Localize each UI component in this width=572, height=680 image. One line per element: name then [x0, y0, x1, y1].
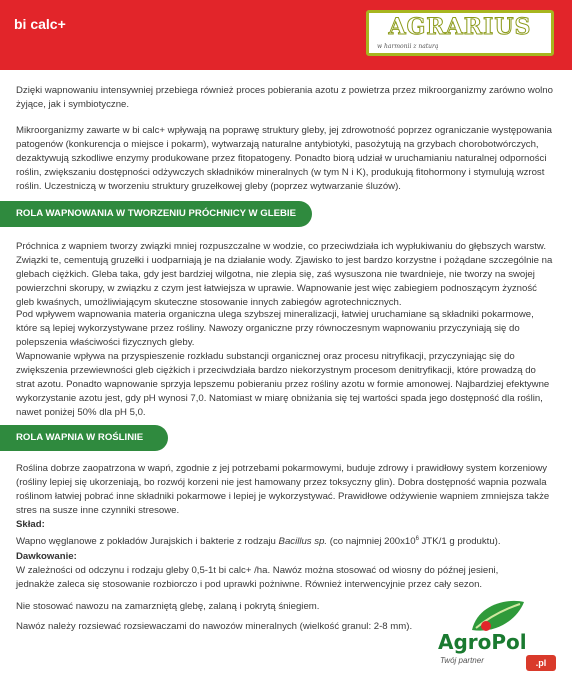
note-frozen-soil: Nie stosować nawozu na zamarzniętą glebę, zalaną i pokrytą śniegiem. — [16, 601, 320, 612]
composition-part: (co najmniej 200x10 — [327, 536, 416, 548]
intro-paragraph-2: Mikroorganizmy zawarte w bi calc+ wpływają na poprawę struktury gleby, jej zdrowotność poprzez ograniczanie występowania patogenów (konkurencja o miejsce i pokarm), wytwarzają naturalne antybiotyki, pasożytują na grzybach chorobotwórczych, dezaktywują szkodliwe enzymy produkowane przez fitopatogeny. Ponadto biorą udział w uruchamianiu naturalnej odporności roślin, zwiększaniu dostępności odżywczych składników mineralnych (w tym N i K), produkują fitohormony i stymulują wzrost roślin. Uczestniczą w tworzeniu struktury gruzełkowej gleby (poprzez wytwarzanie śluzów). — [16, 125, 552, 192]
dosage-title: Dawkowanie: — [16, 551, 77, 562]
humus-paragraph-3: Wapnowanie wpływa na przyspieszenie rozkładu substancji organicznej oraz procesu nitryfikacji, przyczyniając się do zwiększenia przewiewności gleb ciężkich i przeciwdziała bardzo niekorzystnym procesom denitryfikacji, które prowadzą do strat azotu. Ponadto wapnowanie sprzyja lepszemu pobieraniu przez rośliny azotu w formie amonowej. Najbardziej efektywne wykorzystanie azotu jest, gdy pH wynosi 7,0. Natomiast w miarę obniżania się tej wartości spada jego dostępność dla roślin, nawet poniżej 50% dla pH 5,0. — [16, 351, 550, 418]
header-bar — [0, 0, 572, 70]
composition-label — [16, 518, 556, 532]
intro-paragraph-1: Dzięki wapnowaniu intensywniej przebiega również proces pobierania azotu z powietrza przez mikroorganizmy zarówno wolno żyjące, jak i symbiotyczne. — [16, 85, 553, 110]
composition-part: JTK/1 g produktu). — [418, 536, 501, 548]
note-spreader: Nawóz należy rozsiewać rozsiewaczami do nawozów mineralnych (wielkość granul: 2-8 mm). — [16, 621, 413, 632]
calcium-paragraph: Roślina dobrze zaopatrzona w wapń, zgodnie z jej potrzebami pokarmowymi, buduje zdrowy i prawidłowy system korzeniowy (rośliny lepiej się ukorzeniają, bo rozwój korzeni nie jest hamowany przez toksyczny glin). Dobra dostępność wapnia pozwala roślinom łatwiej pobrać inne składniki pokarmowe i lepiej je wykorzystywać. Prawidłowe odżywienie wapniem zmniejsza także stres na susze inne czynniki stresowe. — [16, 463, 550, 516]
dosage-label — [16, 550, 556, 564]
dosage-text: W zależności od odczynu i rodzaju gleby 0,5-1t bi calc+ /ha. Nawóz można stosować od wiosny do późnej jesieni, jednakże zaleca się stosowanie rozbiorczo i pod uprawki pożniwne. Również interwencyjnie przez cały sezon. — [16, 565, 499, 590]
composition-exponent: 6 — [415, 536, 419, 542]
composition-part: Wapno węglanowe z pokładów Jurajskich i bakterie z rodzaju — [16, 536, 279, 548]
humus-paragraph-1: Próchnica z wapniem tworzy związki mniej rozpuszczalne w wodzie, co przeciwdziała ich wypłukiwaniu do głębszych warstw. Związki te, cementują gruzełki i uodparniają je na działanie wody. Zjawisko to jest bardzo korzystne i pożądane szczególnie na glebach ciężkich. Gleba taka, gdy jest bardziej wilgotna, nie zlepia się, zaś wysuszona nie twardnieje, nie tworzy na swojej powierzchni skorupy, w związku z czym jest łatwiejsza w uprawie. Wapnowanie jest więc zabiegiem podnoszącym żyzność gleb kwaśnych, umożliwiającym skuteczne stosowanie innych zabiegów agrotechnicznych. — [16, 241, 553, 308]
agropol-brand: AgroPol — [438, 630, 527, 654]
humus-paragraph-2: Pod wpływem wapnowania materia organiczna ulega szybszej mineralizacji, łatwiej uruchamiane są składniki pokarmowe, które są lepiej wykorzystywane przez rośliny. Nawozy organiczne przy równoczesnym wapnowaniu przyczyniają się do polepszenia właściwości fizycznych gleby. — [16, 309, 534, 348]
brand-name: AGRARIUS — [388, 14, 532, 40]
product-title: bi calc+ — [14, 16, 66, 32]
composition-text — [16, 532, 556, 549]
agrarius-logo — [366, 10, 554, 56]
leaf-icon — [468, 598, 528, 634]
composition-genus: Bacillus sp. — [278, 536, 328, 548]
pl-badge: .pl — [526, 655, 556, 671]
agropol-subtitle: Twój partner — [440, 656, 484, 665]
section-heading-calcium: ROLA WAPNIA W ROŚLINIE — [0, 425, 168, 451]
composition-title: Skład: — [16, 519, 45, 530]
section-heading-humus: ROLA WAPNOWANIA W TWORZENIU PRÓCHNICY W GLEBIE — [0, 201, 312, 227]
brand-tagline: w harmonii z naturą — [377, 43, 439, 50]
